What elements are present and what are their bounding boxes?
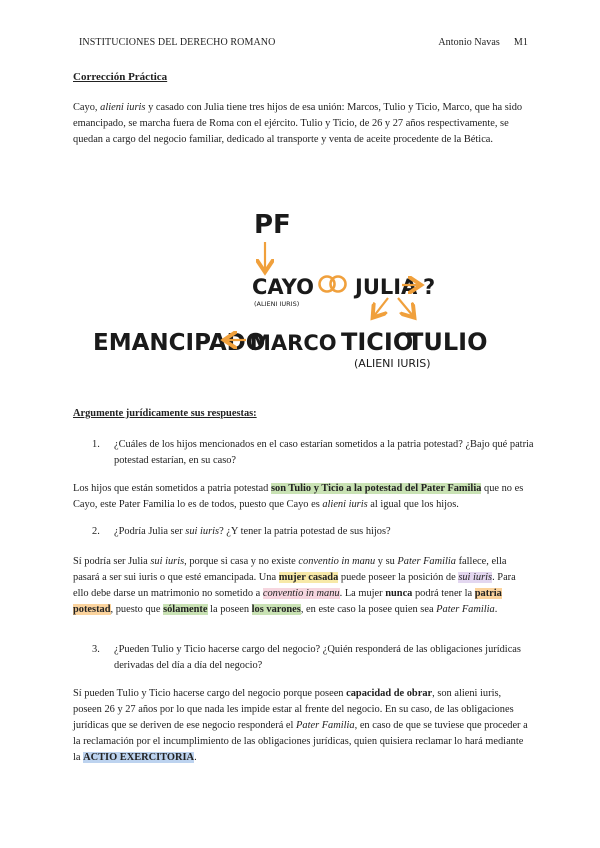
- answer-1: Los hijos que están sometidos a patria potestad son Tulio y Ticio a la potestad del Pater Familia que no es Cayo, este Pater Familia lo es de todos, puesto que Cayo es alieni iuris al igual que los hijos.: [73, 483, 524, 510]
- julia-to-tulio-arrow: [398, 298, 413, 316]
- case-statement: Cayo, alieni iuris y casado con Julia tiene tres hijos de esa unión: Marcos, Tulio y Ticio, Marco, que ha sido emancipado, se marcha fuera de Roma con el ejército. Tulio y Ticio, de 26 y 27 años respectivamente, se quedan a cargo del negocio familiar, dedicado al transporte y venta de aceite procedente de la Bética.: [73, 102, 523, 145]
- question-2: 2. ¿Podría Julia ser sui iuris? ¿Y tener la patria potestad de sus hijos?: [92, 526, 391, 537]
- family-diagram: [0, 200, 600, 390]
- marriage-rings-icon: [320, 277, 346, 292]
- cayo-label: CAYO: [252, 275, 314, 299]
- marco-label: MARCO: [250, 331, 337, 355]
- header-course: INSTITUCIONES DEL DERECHO ROMANO: [79, 37, 276, 48]
- julia-to-ticio-arrow: [374, 298, 388, 316]
- answer-3: Sí pueden Tulio y Ticio hacerse cargo del negocio porque poseen capacidad de obrar, son alieni iuris, poseen 26 y 27 años por lo que nada les impide estar al frente del negocio. En su caso, de las obligaciones jurídicas que se deriven de ese negocio responderá el Pater Familia, en caso de que se tuviese que proceder a la reclamación por el incumplimiento de las obligaciones jurídicas, quien quisiera reclamar lo hará mediante la ACTIO EXERCITORIA.: [73, 688, 528, 763]
- header-author: Antonio Navas: [438, 37, 500, 48]
- practice-title: Corrección Práctica: [73, 71, 168, 83]
- header-author-group: [438, 37, 528, 48]
- emancipado-label: EMANCIPADO: [93, 330, 266, 356]
- question-3: 3. ¿Pueden Tulio y Ticio hacerse cargo del negocio? ¿Quién responderá de las obligaciones jurídicas derivadas del día a día del negocio?: [92, 644, 521, 671]
- tulio-label: TULIO: [407, 328, 488, 356]
- question-1: 1. ¿Cuáles de los hijos mencionados en el caso estarían sometidos a la patria potestad? ¿Bajo qué patria potestad estarían, en su caso?: [92, 439, 534, 466]
- arguments-title: Argumente jurídicamente sus respuestas:: [73, 408, 257, 419]
- header-group: M1: [513, 37, 528, 48]
- answer-2: Sí podría ser Julia sui iuris, porque si casa y no existe conventio in manu y su Pater Familia fallece, ella pasará a ser sui iuris o que esté emancipada. Una mujer casada puede poseer la posición de sui iuris. Para ello debe darse un matrimonio no sometido a conventio in manu. La mujer nunca podrá tener la patria potestad, puesto que sólamente la poseen los varones, en este caso la posee quien sea Pater Familia.: [73, 556, 516, 615]
- sons-status-note: (ALIENI IURIS): [354, 357, 431, 370]
- ticio-label: TICIO: [341, 328, 414, 356]
- julia-label: JULIA: [355, 275, 418, 299]
- unknown-mark: ?: [423, 275, 436, 299]
- cayo-status-note: (ALIENI IURIS): [254, 300, 300, 308]
- pf-label: PF: [254, 210, 291, 240]
